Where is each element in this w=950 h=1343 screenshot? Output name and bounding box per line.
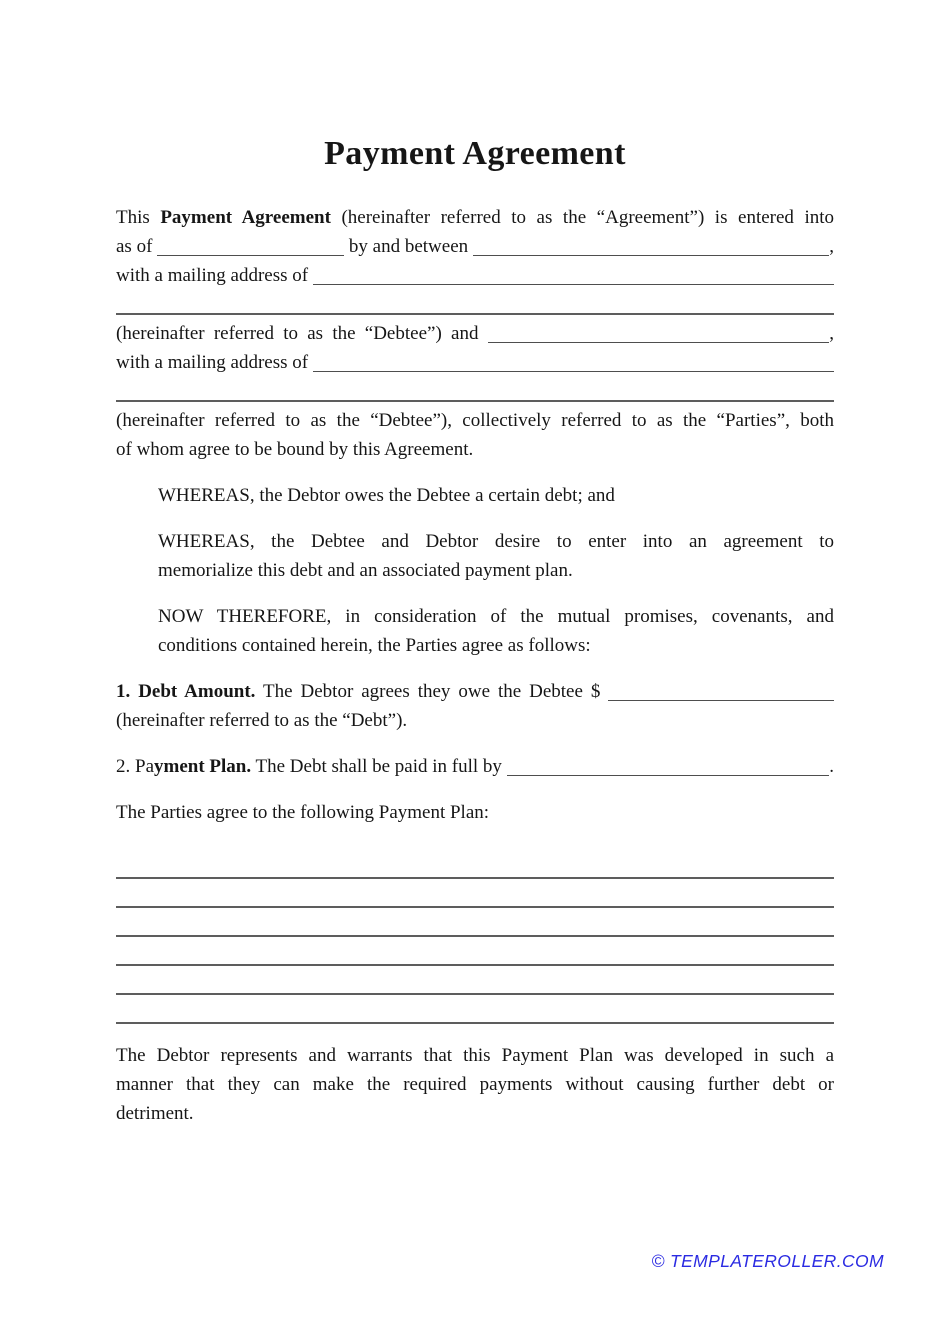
debt-amount-line-2 [116,706,834,735]
party2-address-blank[interactable] [313,371,834,372]
section-payment-plan [116,752,834,781]
clause-text: WHEREAS, the Debtor owes the Debtee a certain debt; and [158,485,615,506]
document-title: Payment Agreement [324,135,626,172]
whereas-clause-1 [158,481,834,510]
agreement-date-blank[interactable] [157,255,344,256]
therefore-clause [158,602,834,660]
payment-plan-blank-1[interactable] [116,854,834,879]
intro-line-3 [116,261,834,290]
section-number: 2. Pa [116,756,154,777]
whereas2-line-1 [158,527,834,556]
plan-intro-paragraph [116,798,834,827]
payment-due-date-blank[interactable] [507,775,830,776]
clause-text: This [116,207,161,228]
clause-text: The Debt shall be paid in full by [251,756,507,777]
debt-amount-blank[interactable] [608,700,834,701]
therefore-line-2 [158,631,834,660]
section-debt-amount [116,677,834,735]
whereas1-line-1 [158,481,834,510]
clause-text: memorialize this debt and an associated payment plan. [158,560,573,581]
whereas2-line-2 [158,556,834,585]
plan-intro-line [116,798,834,827]
clause-text: detriment. [116,1103,194,1124]
warranty-line-2 [116,1070,834,1099]
clause-text: . [829,756,834,777]
payment-plan-blank-5[interactable] [116,970,834,995]
intro-line-8 [116,406,834,435]
intro-line-2 [116,232,834,261]
clause-text: with a mailing address of [116,352,313,373]
whereas-clause-2 [158,527,834,585]
clause-text: The Debtor agrees they owe the Debtee $ [255,681,609,702]
intro-line-6 [116,348,834,377]
clause-text: WHEREAS, the Debtee and Debtor desire to enter into an agreement to [158,531,834,552]
clause-text: conditions contained herein, the Parties agree as follows: [158,635,591,656]
intro-line-5 [116,319,834,348]
payment-plan-blank-4[interactable] [116,941,834,966]
clause-text: The Debtor represents and warrants that this Payment Plan was developed in such a [116,1045,834,1066]
warranty-paragraph [116,1041,834,1128]
clause-text: NOW THEREFORE, in consideration of the mutual promises, covenants, and [158,606,834,627]
clause-text: (hereinafter referred to as the “Debtee”), collectively referred to as the “Parties”, both [116,410,834,431]
clause-text: manner that they can make the required payments without causing further debt or [116,1074,834,1095]
clause-text: (hereinafter referred to as the “Debt”). [116,710,408,731]
party1-address-blank[interactable] [313,284,834,285]
section-heading: 1. Debt Amount. [116,681,256,702]
clause-text: (hereinafter referred to as the “Agreement”) is entered into [330,207,835,228]
party1-address-continued-blank[interactable] [116,290,834,315]
templateroller-watermark: © TEMPLATEROLLER.COM [651,1251,884,1271]
clause-text: as of [116,236,158,257]
payment-plan-write-in-block [116,854,834,1024]
warranty-line-1 [116,1041,834,1070]
payment-plan-line-1 [116,752,834,781]
agreement-term: Payment Agreement [160,207,331,228]
clause-text: (hereinafter referred to as the “Debtee”) and [116,323,488,344]
payment-plan-blank-2[interactable] [116,883,834,908]
intro-line-9 [116,435,834,464]
party2-address-continued-blank[interactable] [116,377,834,402]
clause-text: The Parties agree to the following Payment Plan: [116,802,490,823]
intro-paragraph [116,203,834,464]
clause-text: of whom agree to be bound by this Agreement. [116,439,474,460]
clause-text: by and between [344,236,473,257]
payment-plan-blank-6[interactable] [116,999,834,1024]
therefore-line-1 [158,602,834,631]
party2-name-blank[interactable] [488,342,830,343]
clause-text: with a mailing address of [116,265,313,286]
clause-text: , [829,323,834,344]
warranty-line-3 [116,1099,834,1128]
debt-amount-line-1 [116,677,834,706]
intro-line-1 [116,203,834,232]
party1-name-blank[interactable] [473,255,829,256]
payment-plan-blank-3[interactable] [116,912,834,937]
clause-text: , [829,236,834,257]
section-heading: yment Plan. [154,756,252,777]
